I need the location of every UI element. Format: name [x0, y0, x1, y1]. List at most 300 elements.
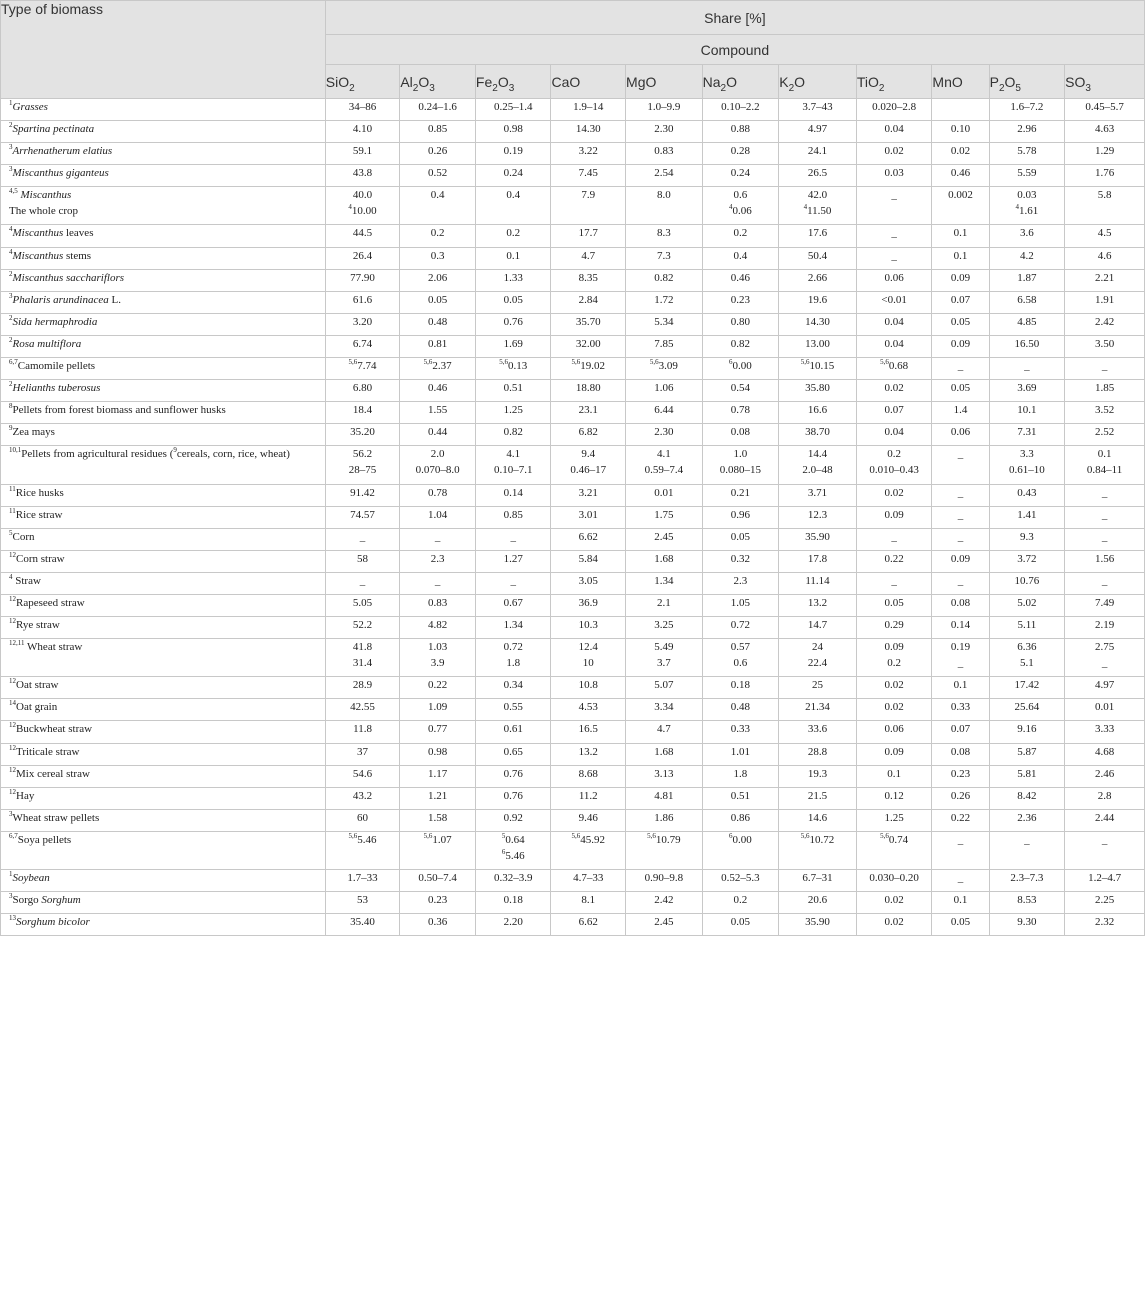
value-cell: 0.46: [702, 269, 779, 291]
value-cell: 0.02: [856, 892, 932, 914]
value-cell: 10.8: [551, 677, 626, 699]
value-cell: 54.6: [325, 765, 400, 787]
value-cell: 1.21: [400, 787, 476, 809]
value-cell: 1.34: [475, 617, 551, 639]
value-cell: 12.4 10: [551, 639, 626, 677]
value-cell: 2.3: [702, 572, 779, 594]
value-cell: $^{5,6}$7.74: [325, 358, 400, 380]
table-body: [1, 99, 1145, 936]
value-cell: 41.8 31.4: [325, 639, 400, 677]
value-cell: 0.67: [475, 594, 551, 616]
value-cell: 1.2–4.7: [1065, 870, 1145, 892]
value-cell: 0.50–7.4: [400, 870, 476, 892]
value-cell: 0.25–1.4: [475, 99, 551, 121]
value-cell: _: [1065, 831, 1145, 869]
compound-column-header: TiO$_2$: [856, 65, 932, 99]
value-cell: _: [856, 247, 932, 269]
table-row: [1, 528, 1145, 550]
value-cell: 0.05: [932, 313, 989, 335]
value-cell: 0.81: [400, 335, 476, 357]
value-cell: 0.2: [475, 225, 551, 247]
compound-column-header: MgO: [626, 65, 703, 99]
value-cell: _: [856, 572, 932, 594]
value-cell: 19.6: [779, 291, 857, 313]
value-cell: 0.46: [932, 165, 989, 187]
value-cell: 8.53: [989, 892, 1065, 914]
biomass-name-cell: $^2$Sida hermaphrodia: [1, 313, 326, 335]
value-cell: 3.25: [626, 617, 703, 639]
value-cell: 0.83: [400, 594, 476, 616]
value-cell: 16.50: [989, 335, 1065, 357]
value-cell: 5.78: [989, 143, 1065, 165]
value-cell: 0.22: [400, 677, 476, 699]
value-cell: 10.76: [989, 572, 1065, 594]
value-cell: 0.08: [702, 424, 779, 446]
value-cell: 5.49 3.7: [626, 639, 703, 677]
value-cell: 14.7: [779, 617, 857, 639]
value-cell: 0.02: [856, 380, 932, 402]
value-cell: 0.78: [400, 484, 476, 506]
value-cell: 0.02: [932, 143, 989, 165]
value-cell: 1.17: [400, 765, 476, 787]
value-cell: 53: [325, 892, 400, 914]
value-cell: 0.02: [856, 914, 932, 936]
table-row: [1, 743, 1145, 765]
value-cell: 17.7: [551, 225, 626, 247]
value-cell: 2.8: [1065, 787, 1145, 809]
biomass-name-cell: $^{10,1}$Pellets from agricultural residues ($^9$cereals, corn, rice, wheat): [1, 446, 326, 484]
biomass-name-cell: $^2$Miscanthus sacchariflors: [1, 269, 326, 291]
value-cell: 23.1: [551, 402, 626, 424]
value-cell: _: [856, 225, 932, 247]
value-cell: 0.76: [475, 765, 551, 787]
value-cell: $^{5,6}$2.37: [400, 358, 476, 380]
value-cell: 2.44: [1065, 809, 1145, 831]
table-row: [1, 572, 1145, 594]
type-of-biomass-header: Type of biomass: [1, 1, 326, 99]
value-cell: 0.09 0.2: [856, 639, 932, 677]
value-cell: $^{5,6}$0.13: [475, 358, 551, 380]
biomass-name-cell: $^3$Phalaris arundinacea L.: [1, 291, 326, 313]
value-cell: 0.07: [932, 291, 989, 313]
value-cell: 0.2: [702, 892, 779, 914]
value-cell: 0.85: [400, 121, 476, 143]
value-cell: 2.20: [475, 914, 551, 936]
value-cell: 0.52: [400, 165, 476, 187]
value-cell: 13.00: [779, 335, 857, 357]
value-cell: 2.54: [626, 165, 703, 187]
value-cell: 0.05: [856, 594, 932, 616]
value-cell: 6.62: [551, 528, 626, 550]
value-cell: 0.01: [1065, 699, 1145, 721]
value-cell: 0.46: [400, 380, 476, 402]
value-cell: 1.68: [626, 550, 703, 572]
value-cell: 6.58: [989, 291, 1065, 313]
value-cell: 8.35: [551, 269, 626, 291]
compound-column-header: $Fe_2O_3$: [475, 65, 551, 99]
value-cell: 18.4: [325, 402, 400, 424]
value-cell: 0.85: [475, 506, 551, 528]
value-cell: 17.42: [989, 677, 1065, 699]
value-cell: 0.32: [702, 550, 779, 572]
value-cell: 14.4 2.0–48: [779, 446, 857, 484]
value-cell: 0.18: [702, 677, 779, 699]
value-cell: _: [1065, 528, 1145, 550]
value-cell: 0.2: [702, 225, 779, 247]
value-cell: 0.4: [400, 187, 476, 225]
value-cell: 14.30: [551, 121, 626, 143]
value-cell: 4.7: [551, 247, 626, 269]
value-cell: 0.72: [702, 617, 779, 639]
compound-column-header: $K_2O$: [779, 65, 857, 99]
value-cell: 1.27: [475, 550, 551, 572]
table-row: [1, 358, 1145, 380]
biomass-name-cell: $^{12}$Corn straw: [1, 550, 326, 572]
value-cell: 6.74: [325, 335, 400, 357]
value-cell: 0.04: [856, 424, 932, 446]
value-cell: 0.08: [932, 594, 989, 616]
table-row: [1, 187, 1145, 225]
value-cell: 21.34: [779, 699, 857, 721]
value-cell: 0.03 $^4$1.61: [989, 187, 1065, 225]
value-cell: 0.3: [400, 247, 476, 269]
value-cell: 0.61: [475, 721, 551, 743]
value-cell: 0.45–5.7: [1065, 99, 1145, 121]
value-cell: 0.26: [400, 143, 476, 165]
value-cell: 59.1: [325, 143, 400, 165]
value-cell: 19.3: [779, 765, 857, 787]
value-cell: 5.05: [325, 594, 400, 616]
biomass-name-cell: $^4$Miscanthus stems: [1, 247, 326, 269]
value-cell: 4.68: [1065, 743, 1145, 765]
biomass-name-cell: $^2$Spartina pectinata: [1, 121, 326, 143]
value-cell: 2.1: [626, 594, 703, 616]
value-cell: 0.03: [856, 165, 932, 187]
value-cell: 25: [779, 677, 857, 699]
table-row: [1, 699, 1145, 721]
value-cell: 10.1: [989, 402, 1065, 424]
value-cell: 25.64: [989, 699, 1065, 721]
value-cell: 1.91: [1065, 291, 1145, 313]
value-cell: 0.83: [626, 143, 703, 165]
value-cell: 52.2: [325, 617, 400, 639]
compound-header: Compound: [325, 35, 1144, 65]
value-cell: 0.23: [400, 892, 476, 914]
value-cell: 1.06: [626, 380, 703, 402]
compound-column-header: MnO: [932, 65, 989, 99]
value-cell: 1.34: [626, 572, 703, 594]
compound-column-header: SiO$_2$: [325, 65, 400, 99]
value-cell: 8.3: [626, 225, 703, 247]
value-cell: 0.24–1.6: [400, 99, 476, 121]
value-cell: 7.31: [989, 424, 1065, 446]
value-cell: 35.40: [325, 914, 400, 936]
value-cell: 1.6–7.2: [989, 99, 1065, 121]
value-cell: 0.4: [702, 247, 779, 269]
value-cell: 4.97: [779, 121, 857, 143]
value-cell: 4.1 0.59–7.4: [626, 446, 703, 484]
value-cell: 34–86: [325, 99, 400, 121]
value-cell: 1.29: [1065, 143, 1145, 165]
table-row: [1, 335, 1145, 357]
table-row: [1, 291, 1145, 313]
value-cell: 6.80: [325, 380, 400, 402]
compound-column-header: CaO: [551, 65, 626, 99]
value-cell: 6.7–31: [779, 870, 857, 892]
value-cell: 1.09: [400, 699, 476, 721]
table-row: [1, 313, 1145, 335]
value-cell: 0.29: [856, 617, 932, 639]
biomass-name-cell: $^4$Miscanthus leaves: [1, 225, 326, 247]
value-cell: _: [989, 831, 1065, 869]
value-cell: 4.81: [626, 787, 703, 809]
value-cell: 1.68: [626, 743, 703, 765]
biomass-name-cell: $^{4,5}$ Miscanthus The whole crop: [1, 187, 326, 225]
table-row: [1, 99, 1145, 121]
table-row: [1, 677, 1145, 699]
value-cell: 11.8: [325, 721, 400, 743]
biomass-name-cell: $^{13}$Sorghum bicolor: [1, 914, 326, 936]
value-cell: 2.42: [1065, 313, 1145, 335]
table-row: [1, 247, 1145, 269]
table-row: [1, 225, 1145, 247]
value-cell: 17.6: [779, 225, 857, 247]
table-row: [1, 269, 1145, 291]
value-cell: _: [475, 528, 551, 550]
value-cell: 0.28: [702, 143, 779, 165]
value-cell: 4.6: [1065, 247, 1145, 269]
value-cell: 5.84: [551, 550, 626, 572]
value-cell: 0.52–5.3: [702, 870, 779, 892]
value-cell: 2.25: [1065, 892, 1145, 914]
value-cell: 4.53: [551, 699, 626, 721]
biomass-name-cell: $^8$Pellets from forest biomass and sunflower husks: [1, 402, 326, 424]
value-cell: 26.4: [325, 247, 400, 269]
value-cell: 0.01: [626, 484, 703, 506]
value-cell: 0.09: [856, 743, 932, 765]
value-cell: 0.24: [702, 165, 779, 187]
value-cell: _: [932, 446, 989, 484]
value-cell: 1.87: [989, 269, 1065, 291]
share-header: Share [%]: [325, 1, 1144, 35]
value-cell: 0.12: [856, 787, 932, 809]
biomass-name-cell: $^{11}$Rice straw: [1, 506, 326, 528]
compound-column-header: $Al_2O_3$: [400, 65, 476, 99]
value-cell: 0.22: [932, 809, 989, 831]
biomass-name-cell: $^{12}$Buckwheat straw: [1, 721, 326, 743]
biomass-name-cell: $^{12,11}$ Wheat straw: [1, 639, 326, 677]
value-cell: 0.1: [932, 677, 989, 699]
value-cell: 0.48: [400, 313, 476, 335]
value-cell: 0.54: [702, 380, 779, 402]
value-cell: 4.10: [325, 121, 400, 143]
value-cell: 37: [325, 743, 400, 765]
compound-column-header: $Na_2O$: [702, 65, 779, 99]
value-cell: _: [856, 528, 932, 550]
value-cell: 0.21: [702, 484, 779, 506]
value-cell: 0.19: [475, 143, 551, 165]
value-cell: 1.0 0.080–15: [702, 446, 779, 484]
value-cell: 1.25: [856, 809, 932, 831]
value-cell: 28.9: [325, 677, 400, 699]
value-cell: 1.9–14: [551, 99, 626, 121]
value-cell: 2.3: [400, 550, 476, 572]
value-cell: 0.82: [702, 335, 779, 357]
biomass-name-cell: $^{12}$Rapeseed straw: [1, 594, 326, 616]
biomass-name-cell: $^{12}$Rye straw: [1, 617, 326, 639]
value-cell: 42.0 $^4$11.50: [779, 187, 857, 225]
value-cell: $^{5,6}$0.68: [856, 358, 932, 380]
value-cell: 2.3–7.3: [989, 870, 1065, 892]
value-cell: 0.33: [932, 699, 989, 721]
value-cell: 0.020–2.8: [856, 99, 932, 121]
value-cell: 36.9: [551, 594, 626, 616]
value-cell: 11.2: [551, 787, 626, 809]
biomass-name-cell: $^{6,7}$Camomile pellets: [1, 358, 326, 380]
value-cell: 0.10–2.2: [702, 99, 779, 121]
biomass-name-cell: $^3$Wheat straw pellets: [1, 809, 326, 831]
value-cell: _: [989, 358, 1065, 380]
value-cell: 0.04: [856, 313, 932, 335]
value-cell: 2.0 0.070–8.0: [400, 446, 476, 484]
value-cell: 28.8: [779, 743, 857, 765]
value-cell: 9.4 0.46–17: [551, 446, 626, 484]
value-cell: 0.57 0.6: [702, 639, 779, 677]
value-cell: 0.05: [702, 528, 779, 550]
value-cell: 0.51: [702, 787, 779, 809]
value-cell: 1.85: [1065, 380, 1145, 402]
value-cell: 7.49: [1065, 594, 1145, 616]
value-cell: 0.002: [932, 187, 989, 225]
value-cell: 5.07: [626, 677, 703, 699]
value-cell: 0.10: [932, 121, 989, 143]
value-cell: 8.42: [989, 787, 1065, 809]
value-cell: $^{5,6}$3.09: [626, 358, 703, 380]
value-cell: $^5$0.64 $^6$5.46: [475, 831, 551, 869]
table-row: [1, 892, 1145, 914]
value-cell: 0.77: [400, 721, 476, 743]
value-cell: 0.05: [932, 914, 989, 936]
value-cell: 20.6: [779, 892, 857, 914]
value-cell: 5.02: [989, 594, 1065, 616]
value-cell: 0.44: [400, 424, 476, 446]
value-cell: 24 22.4: [779, 639, 857, 677]
biomass-name-cell: $^9$Zea mays: [1, 424, 326, 446]
value-cell: 21.5: [779, 787, 857, 809]
value-cell: 0.43: [989, 484, 1065, 506]
value-cell: _: [932, 506, 989, 528]
value-cell: 6.82: [551, 424, 626, 446]
value-cell: 0.09: [856, 506, 932, 528]
value-cell: 6.44: [626, 402, 703, 424]
value-cell: 0.24: [475, 165, 551, 187]
value-cell: 4.85: [989, 313, 1065, 335]
value-cell: $^{5,6}$10.72: [779, 831, 857, 869]
value-cell: 35.20: [325, 424, 400, 446]
value-cell: 4.63: [1065, 121, 1145, 143]
value-cell: 0.55: [475, 699, 551, 721]
value-cell: 4.82: [400, 617, 476, 639]
value-cell: 0.96: [702, 506, 779, 528]
value-cell: 0.02: [856, 677, 932, 699]
biomass-name-cell: $^1$Soybean: [1, 870, 326, 892]
value-cell: 14.30: [779, 313, 857, 335]
biomass-name-cell: $^{12}$Triticale straw: [1, 743, 326, 765]
value-cell: 26.5: [779, 165, 857, 187]
value-cell: 0.05: [702, 914, 779, 936]
value-cell: 0.92: [475, 809, 551, 831]
value-cell: 13.2: [779, 594, 857, 616]
table-row: [1, 380, 1145, 402]
table-row: [1, 831, 1145, 869]
table-row: [1, 402, 1145, 424]
value-cell: 0.14: [932, 617, 989, 639]
value-cell: _: [932, 358, 989, 380]
value-cell: 3.01: [551, 506, 626, 528]
value-cell: 0.34: [475, 677, 551, 699]
table-row: [1, 617, 1145, 639]
value-cell: 4.1 0.10–7.1: [475, 446, 551, 484]
value-cell: 0.1: [932, 225, 989, 247]
value-cell: 1.7–33: [325, 870, 400, 892]
value-cell: 0.1 0.84–11: [1065, 446, 1145, 484]
table-row: [1, 765, 1145, 787]
value-cell: 0.32–3.9: [475, 870, 551, 892]
value-cell: 1.0–9.9: [626, 99, 703, 121]
value-cell: _: [1065, 358, 1145, 380]
value-cell: _: [1065, 506, 1145, 528]
value-cell: 9.3: [989, 528, 1065, 550]
value-cell: 0.80: [702, 313, 779, 335]
value-cell: 50.4: [779, 247, 857, 269]
value-cell: [932, 99, 989, 121]
value-cell: $^{5,6}$45.92: [551, 831, 626, 869]
value-cell: 4.5: [1065, 225, 1145, 247]
value-cell: 0.65: [475, 743, 551, 765]
value-cell: 43.2: [325, 787, 400, 809]
table-row: [1, 484, 1145, 506]
value-cell: 0.23: [932, 765, 989, 787]
value-cell: 7.85: [626, 335, 703, 357]
value-cell: 3.7–43: [779, 99, 857, 121]
value-cell: 3.69: [989, 380, 1065, 402]
value-cell: 0.98: [475, 121, 551, 143]
value-cell: _: [932, 484, 989, 506]
value-cell: _: [400, 572, 476, 594]
value-cell: 0.98: [400, 743, 476, 765]
value-cell: _: [932, 528, 989, 550]
value-cell: 0.09: [932, 550, 989, 572]
table-row: [1, 550, 1145, 572]
biomass-name-cell: $^{6,7}$Soya pellets: [1, 831, 326, 869]
value-cell: 1.33: [475, 269, 551, 291]
value-cell: 1.55: [400, 402, 476, 424]
biomass-name-cell: $^{11}$Rice husks: [1, 484, 326, 506]
value-cell: 0.09: [932, 269, 989, 291]
value-cell: 58: [325, 550, 400, 572]
table-row: [1, 914, 1145, 936]
value-cell: 0.08: [932, 743, 989, 765]
value-cell: 0.1: [856, 765, 932, 787]
value-cell: 0.1: [932, 892, 989, 914]
value-cell: 1.72: [626, 291, 703, 313]
value-cell: 2.75 _: [1065, 639, 1145, 677]
value-cell: 38.70: [779, 424, 857, 446]
value-cell: 7.9: [551, 187, 626, 225]
value-cell: 0.6 $^4$0.06: [702, 187, 779, 225]
value-cell: _: [1065, 572, 1145, 594]
value-cell: $^{5,6}$5.46: [325, 831, 400, 869]
